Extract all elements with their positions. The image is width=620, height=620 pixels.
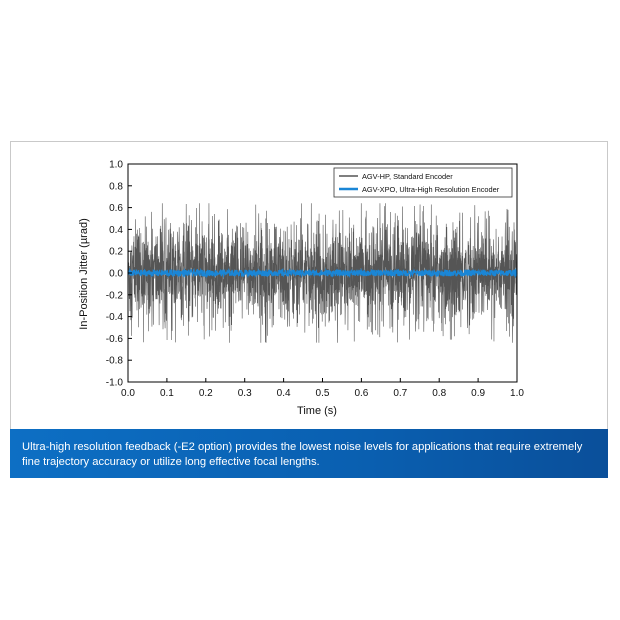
noise-layer bbox=[128, 203, 517, 343]
y-tick-label: 0.4 bbox=[109, 224, 123, 236]
caption-banner bbox=[10, 429, 608, 478]
x-axis-label: Time (s) bbox=[297, 405, 337, 417]
y-tick-label: -0.8 bbox=[105, 355, 123, 367]
x-tick-label: 0.2 bbox=[198, 388, 213, 399]
x-tick-label: 0.3 bbox=[237, 388, 252, 399]
caption-text: Ultra-high resolution feedback (-E2 option) provides the lowest noise levels for applications that require extremely fine trajectory accuracy or utilize long effective focal lengths. bbox=[22, 441, 583, 468]
y-tick-label: 0.2 bbox=[109, 246, 123, 258]
y-tick-label: -0.2 bbox=[105, 290, 123, 302]
x-tick-label: 0.5 bbox=[315, 388, 330, 399]
x-tick-label: 0.6 bbox=[354, 388, 369, 399]
legend-label: AGV-XPO, Ultra-High Resolution Encoder bbox=[362, 185, 500, 194]
legend bbox=[334, 168, 512, 197]
chart-card bbox=[10, 141, 608, 478]
x-tick-label: 0.8 bbox=[432, 388, 447, 399]
y-tick-label: 0.0 bbox=[109, 268, 123, 280]
y-tick-label: 0.6 bbox=[109, 203, 123, 215]
y-tick-label: 0.8 bbox=[109, 181, 123, 193]
x-tick-label: 0.4 bbox=[276, 388, 291, 399]
x-tick-label: 0.7 bbox=[393, 388, 408, 399]
y-tick-label: -1.0 bbox=[105, 377, 123, 389]
x-tick-label: 0.1 bbox=[159, 388, 174, 399]
y-axis-label: In-Position Jitter (µrad) bbox=[78, 218, 90, 330]
x-tick-label: 1.0 bbox=[510, 388, 524, 399]
y-tick-label: -0.6 bbox=[105, 333, 123, 345]
x-tick-label: 0.0 bbox=[121, 388, 135, 399]
y-tick-label: 1.0 bbox=[109, 159, 123, 171]
y-tick-label: -0.4 bbox=[105, 312, 123, 324]
legend-label: AGV-HP, Standard Encoder bbox=[362, 172, 453, 181]
x-tick-label: 0.9 bbox=[471, 388, 486, 399]
